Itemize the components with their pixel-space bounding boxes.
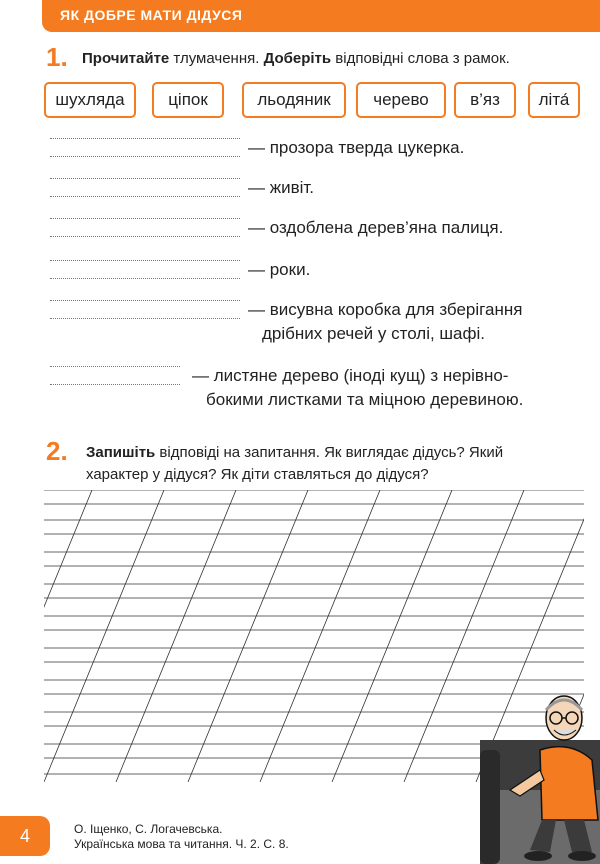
definition-continued: дрібних речей у столі, шафі. — [262, 324, 485, 343]
footer-citation — [74, 822, 289, 852]
task-2-verb-write: Запишіть — [86, 444, 156, 461]
answer-line[interactable] — [50, 178, 240, 200]
definition: — листяне дерево (іноді кущ) з нерівно- — [192, 366, 509, 385]
task-1-text-b: відповідні слова з рамок. — [331, 50, 510, 67]
definition: — роки. — [248, 260, 311, 279]
page-number: 4 — [0, 816, 50, 856]
definition: — висувна коробка для зберігання — [248, 300, 523, 319]
word-box[interactable]: льодяник — [242, 82, 346, 118]
task-1-verb-read: Прочитайте — [82, 50, 170, 67]
grandfather-illustration — [480, 680, 600, 864]
task-1-instruction — [82, 48, 510, 70]
section-header — [42, 0, 600, 32]
section-title: ЯК ДОБРЕ МАТИ ДІДУСЯ — [60, 7, 243, 23]
task-2-number: 2. — [46, 436, 68, 466]
word-box[interactable]: в’яз — [454, 82, 516, 118]
answer-line[interactable] — [50, 138, 240, 160]
word-boxes — [44, 82, 584, 122]
task-2-instruction-line2: характер у дідуся? Як діти ставляться до дідуся? — [86, 466, 429, 483]
footer-book: Українська мова та читання. Ч. 2. С. 8. — [74, 837, 289, 851]
answer-line[interactable] — [50, 260, 240, 282]
task-1-verb-choose: Доберіть — [263, 50, 332, 67]
task-1-text-a: тлумачення. — [169, 50, 264, 67]
definition: — прозора тверда цукерка. — [248, 138, 465, 157]
definition-continued: бокими листками та міцною деревиною. — [206, 390, 524, 409]
task-2-text-a: відповіді на запитання. Як виглядає дідусь? Який — [155, 444, 504, 461]
word-box[interactable]: шухляда — [44, 82, 136, 118]
answer-line[interactable] — [50, 366, 180, 388]
word-box[interactable]: черево — [356, 82, 446, 118]
answer-line[interactable] — [50, 300, 240, 322]
definition: — живіт. — [248, 178, 315, 197]
task-2-instruction — [86, 442, 503, 464]
footer-authors: О. Іщенко, С. Логачевська. — [74, 822, 223, 836]
task-1-number: 1. — [46, 42, 68, 72]
definition: — оздоблена дерев’яна палиця. — [248, 218, 504, 237]
answer-line[interactable] — [50, 218, 240, 240]
word-box[interactable]: ціпок — [152, 82, 224, 118]
word-box[interactable]: літа́ — [528, 82, 580, 118]
